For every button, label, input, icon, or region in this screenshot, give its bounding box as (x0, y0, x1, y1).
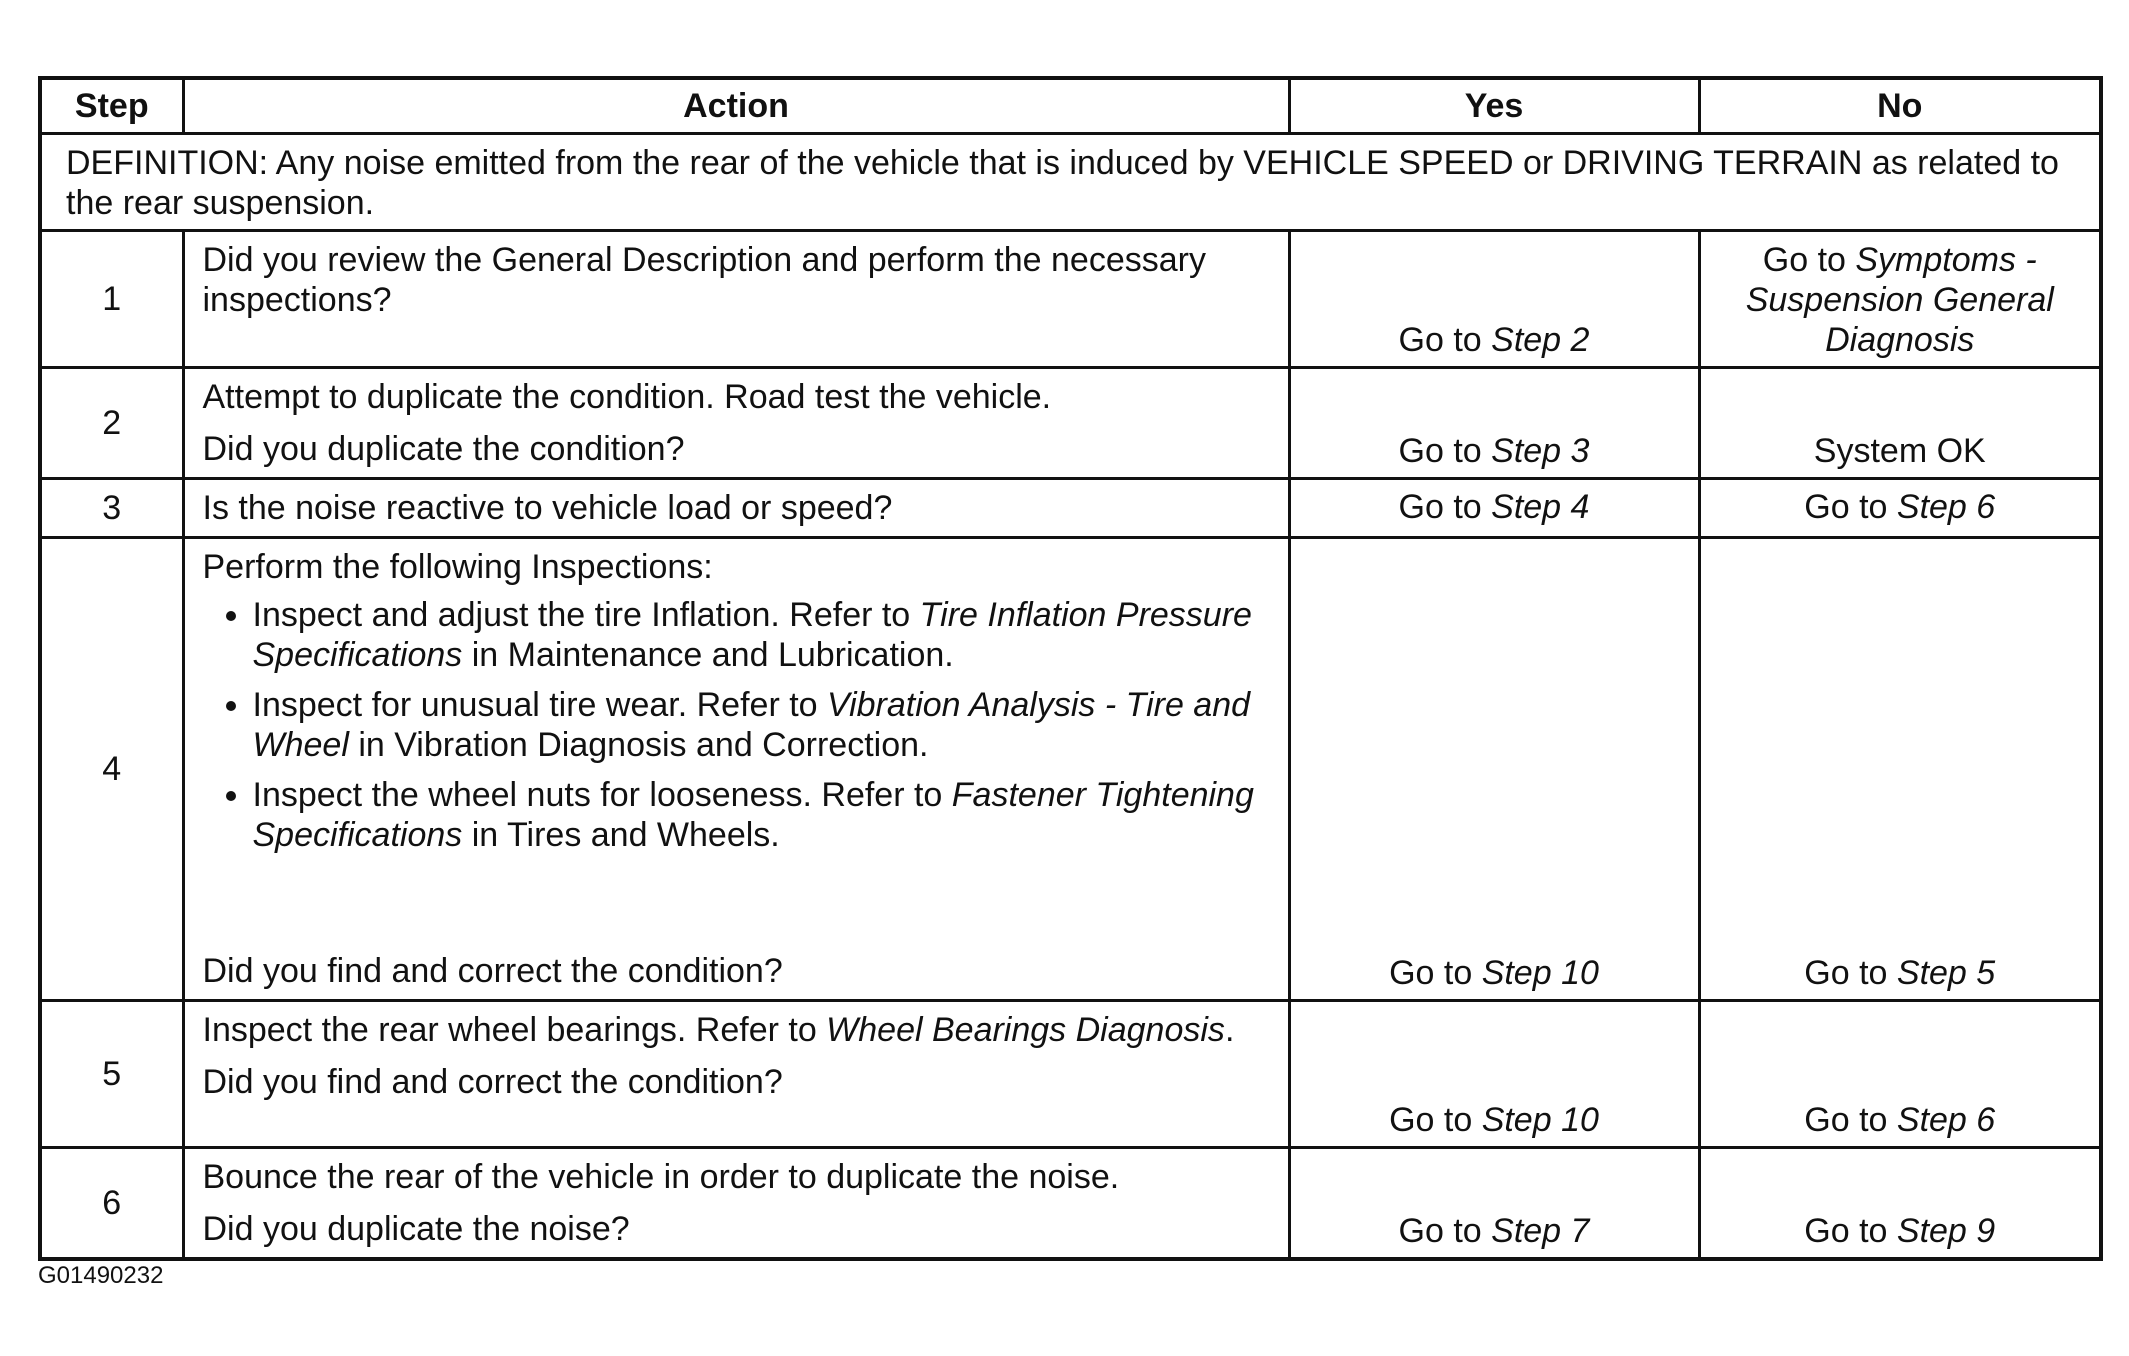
yes-step-link[interactable]: Step 7 (1491, 1212, 1590, 1250)
step-number: 2 (40, 368, 183, 479)
list-item (253, 685, 1278, 765)
no-cell (1699, 1148, 2101, 1260)
yes-prefix: Go to (1389, 1101, 1482, 1139)
header-no: No (1699, 78, 2101, 134)
yes-cell (1289, 1148, 1699, 1260)
yes-prefix: Go to (1398, 321, 1492, 359)
step-number: 5 (40, 1001, 183, 1148)
no-step-link[interactable]: Step 5 (1896, 954, 1996, 992)
bullet-text: Inspect for unusual tire wear. Refer to (252, 686, 828, 724)
no-result-text: System OK (1813, 432, 1986, 470)
action-text: Bounce the rear of the vehicle in order to duplicate the noise. (202, 1158, 1120, 1196)
yes-step-link[interactable]: Step 2 (1491, 321, 1590, 359)
bullet-text: in Vibration Diagnosis and Correction. (348, 726, 929, 764)
action-question: Did you duplicate the noise? (202, 1210, 630, 1248)
bullet-text: Inspect the wheel nuts for looseness. Refer to (252, 776, 952, 814)
step-number: 3 (40, 479, 183, 538)
action-cell (183, 368, 1289, 479)
definition-row (40, 134, 2101, 231)
yes-cell (1289, 368, 1699, 479)
header-step: Step (40, 78, 183, 134)
action-text: Attempt to duplicate the condition. Road test the vehicle. (202, 378, 1052, 416)
list-item (253, 775, 1278, 855)
no-step-link[interactable]: Step 9 (1896, 1212, 1996, 1250)
action-cell (183, 231, 1289, 368)
no-prefix: Go to (1804, 488, 1897, 526)
fastener-specs-link[interactable]: Fastener Tightening Specifications (252, 776, 1254, 854)
wheel-bearings-link[interactable]: Wheel Bearings Diagnosis (826, 1011, 1225, 1049)
header-yes: Yes (1289, 78, 1699, 134)
yes-step-link[interactable]: Step 10 (1481, 1101, 1599, 1139)
header-row (40, 78, 2101, 134)
action-cell (183, 1001, 1289, 1148)
tire-inflation-link[interactable]: Tire Inflation Pressure Specifications (252, 596, 1252, 674)
no-cell (1699, 368, 2101, 479)
no-step-link[interactable]: Step 6 (1896, 488, 1996, 526)
yes-prefix: Go to (1398, 488, 1492, 526)
yes-prefix: Go to (1389, 954, 1482, 992)
no-prefix: Go to (1762, 241, 1856, 279)
bullet-text: Inspect and adjust the tire Inflation. Refer to (252, 596, 920, 634)
action-text: Is the noise reactive to vehicle load or speed? (202, 489, 893, 527)
step-number: 6 (40, 1148, 183, 1260)
table-row (40, 479, 2101, 538)
no-prefix: Go to (1804, 1212, 1897, 1250)
action-cell (183, 479, 1289, 538)
yes-cell (1289, 479, 1699, 538)
action-pre: Inspect the rear wheel bearings. Refer to (202, 1011, 827, 1049)
action-post: . (1224, 1011, 1235, 1049)
bullet-text: in Maintenance and Lubrication. (462, 636, 954, 674)
yes-step-link[interactable]: Step 10 (1481, 954, 1599, 992)
yes-cell (1289, 231, 1699, 368)
list-item (253, 595, 1278, 675)
no-step-link[interactable]: Step 6 (1896, 1101, 1996, 1139)
yes-cell (1289, 538, 1699, 1001)
action-text: Perform the following Inspections: (202, 548, 713, 586)
action-question: Did you find and correct the condition? (202, 952, 783, 990)
step-number: 4 (40, 538, 183, 1001)
definition-text: DEFINITION: Any noise emitted from the rear of the vehicle that is induced by VEHICLE SPEED or DRIVING TERRAIN as related to the rear suspension. (40, 134, 2101, 231)
step-number: 1 (40, 231, 183, 368)
no-cell (1699, 538, 2101, 1001)
yes-step-link[interactable]: Step 4 (1491, 488, 1590, 526)
action-question: Did you duplicate the condition? (202, 430, 685, 468)
yes-prefix: Go to (1398, 1212, 1492, 1250)
no-prefix: Go to (1804, 954, 1897, 992)
table-row (40, 1001, 2101, 1148)
yes-cell (1289, 1001, 1699, 1148)
table-row (40, 231, 2101, 368)
figure-id: G01490232 (38, 1262, 164, 1289)
yes-step-link[interactable]: Step 3 (1491, 432, 1590, 470)
no-cell (1699, 479, 2101, 538)
yes-prefix: Go to (1398, 432, 1492, 470)
diagnostic-table (38, 76, 2103, 1261)
table-row (40, 1148, 2101, 1260)
no-symptoms-link[interactable]: Symptoms - Suspension General Diagnosis (1745, 241, 2054, 359)
no-cell (1699, 231, 2101, 368)
bullet-text: in Tires and Wheels. (462, 816, 780, 854)
header-action: Action (183, 78, 1289, 134)
no-cell (1699, 1001, 2101, 1148)
no-prefix: Go to (1804, 1101, 1897, 1139)
vibration-analysis-link[interactable]: Vibration Analysis - Tire and Wheel (252, 686, 1251, 764)
table-row (40, 538, 2101, 1001)
action-question: Did you find and correct the condition? (202, 1063, 783, 1101)
action-cell (183, 1148, 1289, 1260)
table-row (40, 368, 2101, 479)
action-text (203, 1010, 1278, 1050)
action-cell (183, 538, 1289, 1001)
inspection-list (203, 595, 1278, 855)
action-text: Did you review the General Description and perform the necessary inspections? (202, 241, 1206, 319)
